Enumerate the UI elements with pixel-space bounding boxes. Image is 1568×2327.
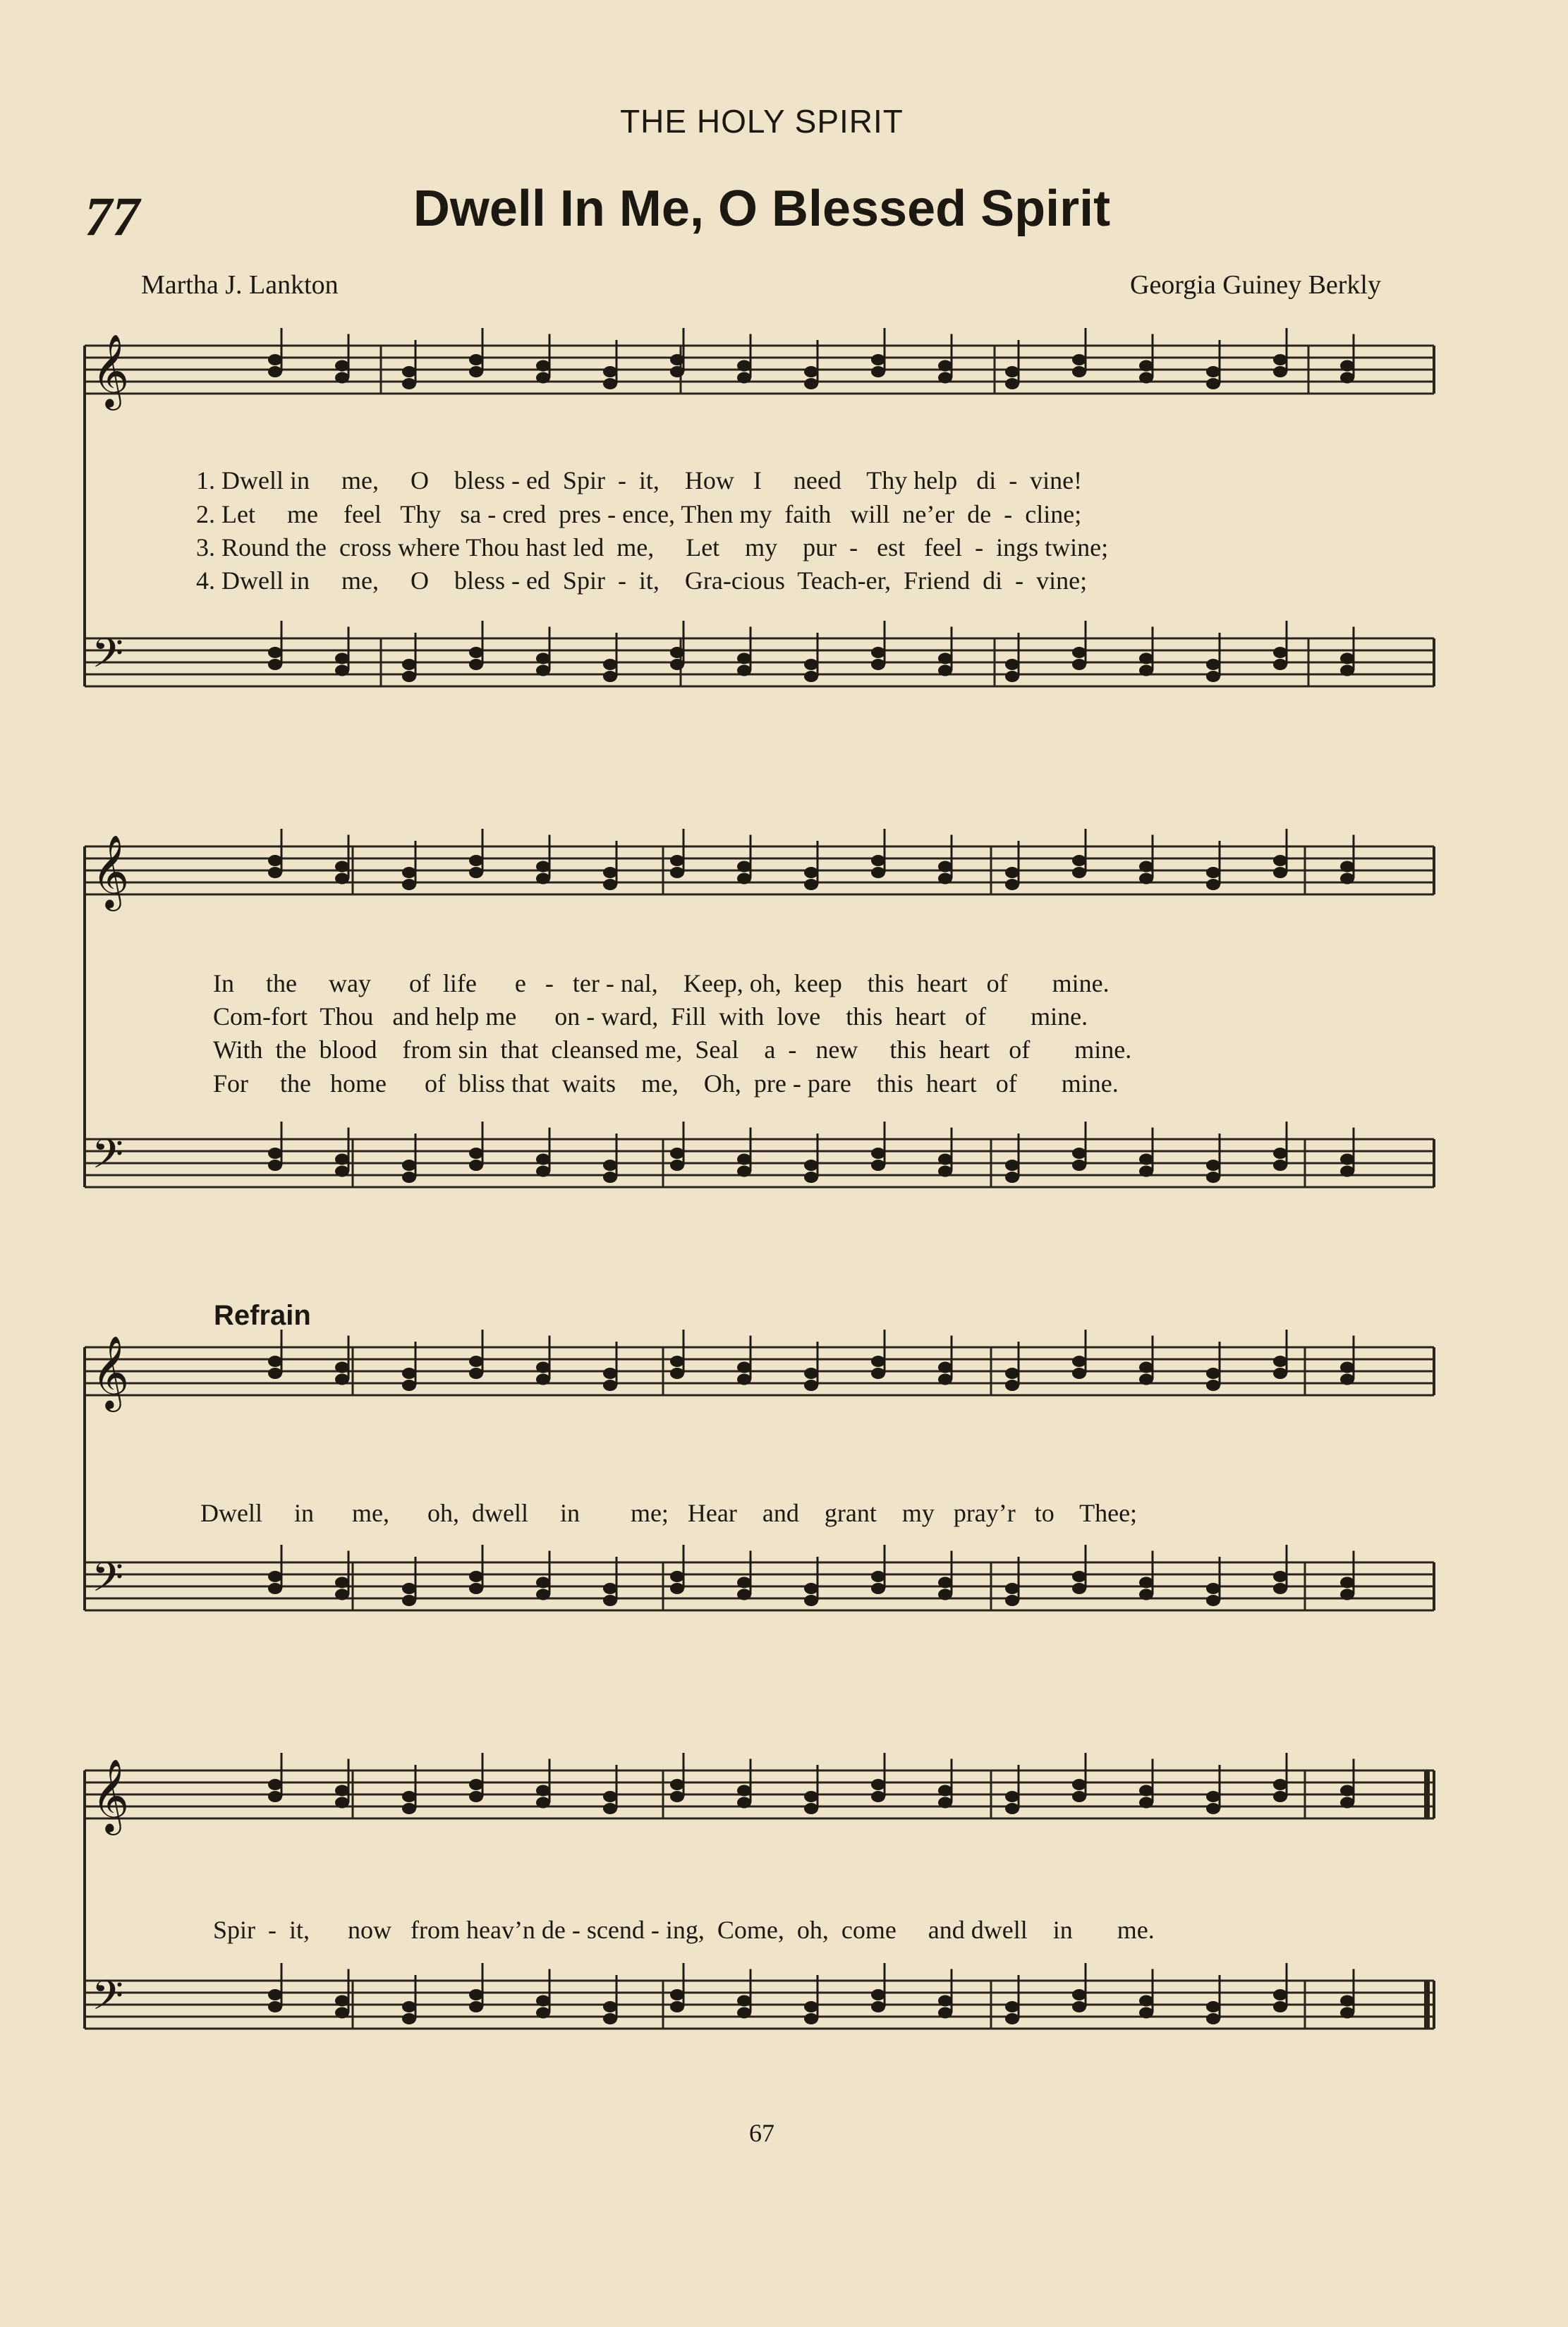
treble-note (938, 1362, 952, 1373)
treble-note (1139, 372, 1153, 384)
bass-note (1340, 1166, 1354, 1177)
bass-note (335, 665, 349, 676)
treble-note (670, 1779, 684, 1790)
refrain-line: Spir - it, now from heav’n de - scend - ing, Come, oh, come and dwell in me. (213, 1916, 1155, 1944)
bass-note (469, 1148, 483, 1159)
bass-note (536, 1154, 550, 1165)
bass-note (1340, 653, 1354, 664)
treble-note (603, 1803, 617, 1814)
treble-note (1072, 867, 1086, 878)
treble-note (737, 873, 751, 885)
bass-note (469, 1583, 483, 1594)
treble-note (938, 861, 952, 873)
bass-note (871, 1160, 885, 1171)
treble-note (1072, 1779, 1086, 1790)
treble-note (1139, 1797, 1153, 1809)
bass-note (938, 653, 952, 664)
bass-note (871, 1989, 885, 2000)
treble-note (1273, 1356, 1287, 1367)
treble-note (737, 372, 751, 384)
treble-note (335, 1374, 349, 1385)
bass-note (670, 1583, 684, 1594)
treble-note (268, 1791, 282, 1802)
bass-note (804, 671, 818, 682)
treble-note (402, 1791, 416, 1802)
bass-note (603, 2001, 617, 2012)
treble-note (938, 1374, 952, 1385)
bass-note (335, 1154, 349, 1165)
treble-note (268, 354, 282, 365)
bass-note (1005, 1160, 1019, 1171)
bass-note (1139, 1166, 1153, 1177)
treble-note (402, 366, 416, 377)
bass-note (469, 659, 483, 670)
bass-note (268, 659, 282, 670)
treble-note (603, 378, 617, 389)
bass-note (1206, 2013, 1220, 2024)
treble-note (603, 366, 617, 377)
treble-note (536, 360, 550, 372)
treble-note (670, 1356, 684, 1367)
treble-note (737, 1374, 751, 1385)
treble-note (1273, 1779, 1287, 1790)
bass-note (536, 1995, 550, 2007)
bass-note (804, 1583, 818, 1594)
bass-note (536, 665, 550, 676)
bass-note (536, 1166, 550, 1177)
bass-note (1139, 665, 1153, 676)
bass-note (737, 1577, 751, 1588)
treble-note (1005, 378, 1019, 389)
treble-clef-icon: 𝄞 (92, 1335, 130, 1409)
bass-note (335, 653, 349, 664)
treble-note (938, 360, 952, 372)
treble-note (804, 378, 818, 389)
treble-note (1206, 867, 1220, 878)
bass-note (536, 653, 550, 664)
bass-note (1273, 647, 1287, 658)
bass-note (804, 2013, 818, 2024)
bass-note (1139, 1577, 1153, 1588)
treble-note (1139, 1362, 1153, 1373)
bass-note (603, 1583, 617, 1594)
treble-note (1005, 1380, 1019, 1391)
hymn-number: 77 (85, 186, 140, 247)
treble-note (1005, 1803, 1019, 1814)
bass-note (1072, 2001, 1086, 2012)
bass-note (335, 1166, 349, 1177)
treble-note (268, 867, 282, 878)
bass-note (335, 1577, 349, 1588)
treble-note (938, 1797, 952, 1809)
bass-note (871, 647, 885, 658)
treble-note (1139, 360, 1153, 372)
treble-note (603, 1368, 617, 1379)
treble-note (402, 1803, 416, 1814)
treble-note (737, 1785, 751, 1797)
treble-note (1072, 1368, 1086, 1379)
treble-note (268, 366, 282, 377)
treble-note (871, 1779, 885, 1790)
page-number: 67 (749, 2119, 774, 2147)
section-header: THE HOLY SPIRIT (620, 103, 904, 140)
treble-note (871, 867, 885, 878)
bass-note (737, 1589, 751, 1600)
bass-note (1273, 1160, 1287, 1171)
bass-note (1139, 2007, 1153, 2019)
treble-note (469, 867, 483, 878)
bass-note (737, 2007, 751, 2019)
treble-note (603, 879, 617, 890)
treble-note (268, 1368, 282, 1379)
bass-note (335, 2007, 349, 2019)
bass-note (938, 665, 952, 676)
bass-clef-icon: 𝄢 (92, 629, 124, 687)
treble-note (335, 372, 349, 384)
treble-note (402, 1380, 416, 1391)
treble-note (536, 873, 550, 885)
bass-note (938, 1154, 952, 1165)
treble-note (1139, 861, 1153, 873)
treble-clef-icon: 𝄞 (92, 334, 130, 408)
bass-note (1340, 1995, 1354, 2007)
treble-note (1206, 1791, 1220, 1802)
bass-note (335, 1589, 349, 1600)
bass-note (670, 2001, 684, 2012)
verse-line: For the home of bliss that waits me, Oh, pre - pare this heart of mine. (213, 1069, 1119, 1098)
bass-note (737, 1995, 751, 2007)
treble-note (938, 1785, 952, 1797)
treble-note (603, 867, 617, 878)
treble-note (1139, 873, 1153, 885)
bass-note (737, 1166, 751, 1177)
bass-note (1273, 1571, 1287, 1582)
treble-note (268, 855, 282, 866)
bass-note (469, 1571, 483, 1582)
bass-note (402, 2013, 416, 2024)
treble-note (1005, 366, 1019, 377)
treble-note (1005, 867, 1019, 878)
bass-note (1340, 1154, 1354, 1165)
treble-note (1340, 360, 1354, 372)
bass-note (402, 1583, 416, 1594)
bass-note (804, 659, 818, 670)
bass-note (804, 1160, 818, 1171)
treble-note (804, 366, 818, 377)
treble-note (804, 879, 818, 890)
treble-clef-icon: 𝄞 (92, 834, 130, 909)
treble-note (335, 360, 349, 372)
treble-note (1072, 1356, 1086, 1367)
treble-note (335, 861, 349, 873)
verse-line: 4. Dwell in me, O bless - ed Spir - it, Gra-cious Teach-er, Friend di - vine; (196, 566, 1088, 595)
bass-note (670, 647, 684, 658)
bass-note (469, 2001, 483, 2012)
bass-note (536, 2007, 550, 2019)
treble-note (469, 366, 483, 377)
bass-note (1273, 1989, 1287, 2000)
treble-note (1206, 1380, 1220, 1391)
treble-note (938, 372, 952, 384)
bass-note (402, 671, 416, 682)
treble-note (1340, 1785, 1354, 1797)
treble-note (737, 861, 751, 873)
bass-note (268, 1583, 282, 1594)
composer-credit: Georgia Guiney Berkly (1130, 270, 1381, 300)
treble-note (1072, 354, 1086, 365)
bass-note (1005, 1172, 1019, 1183)
treble-note (1206, 378, 1220, 389)
treble-note (469, 1368, 483, 1379)
refrain-label: Refrain (214, 1300, 311, 1331)
bass-note (670, 1160, 684, 1171)
bass-note (938, 2007, 952, 2019)
treble-note (1340, 372, 1354, 384)
bass-note (670, 1989, 684, 2000)
bass-note (603, 1172, 617, 1183)
bass-note (1139, 1154, 1153, 1165)
treble-note (469, 354, 483, 365)
bass-note (1206, 1160, 1220, 1171)
bass-note (871, 1583, 885, 1594)
treble-note (1340, 1362, 1354, 1373)
bass-note (469, 647, 483, 658)
bass-note (536, 1589, 550, 1600)
treble-note (469, 855, 483, 866)
bass-note (268, 1148, 282, 1159)
bass-note (1139, 1589, 1153, 1600)
bass-note (1340, 1577, 1354, 1588)
treble-note (1340, 873, 1354, 885)
bass-note (1273, 1148, 1287, 1159)
treble-note (871, 1356, 885, 1367)
bass-note (268, 1571, 282, 1582)
bass-note (1072, 659, 1086, 670)
bass-note (603, 2013, 617, 2024)
treble-note (268, 1356, 282, 1367)
bass-note (804, 1172, 818, 1183)
treble-note (536, 1362, 550, 1373)
bass-note (1206, 1172, 1220, 1183)
bass-note (1005, 1595, 1019, 1606)
bass-note (1273, 659, 1287, 670)
treble-note (402, 879, 416, 890)
bass-note (871, 1571, 885, 1582)
bass-note (737, 1154, 751, 1165)
treble-note (1340, 1797, 1354, 1809)
treble-note (536, 1785, 550, 1797)
bass-note (1072, 1160, 1086, 1171)
verse-line: 3. Round the cross where Thou hast led me, Let my pur - est feel - ings twine; (196, 533, 1109, 561)
bass-note (1139, 653, 1153, 664)
bass-note (603, 1595, 617, 1606)
treble-note (804, 1791, 818, 1802)
treble-note (670, 1791, 684, 1802)
bass-note (1340, 1589, 1354, 1600)
bass-note (1340, 2007, 1354, 2019)
bass-note (1072, 1148, 1086, 1159)
treble-note (1139, 1374, 1153, 1385)
treble-note (536, 372, 550, 384)
treble-note (1206, 879, 1220, 890)
bass-note (938, 1589, 952, 1600)
bass-note (1340, 665, 1354, 676)
bass-note (268, 1160, 282, 1171)
treble-note (469, 1779, 483, 1790)
treble-note (670, 1368, 684, 1379)
bass-clef-icon: 𝄢 (92, 1553, 124, 1611)
lyricist-credit: Martha J. Lankton (141, 270, 339, 300)
bass-note (871, 659, 885, 670)
treble-note (1273, 855, 1287, 866)
treble-note (737, 360, 751, 372)
treble-note (469, 1356, 483, 1367)
verse-line: In the way of life e - ter - nal, Keep, oh, keep this heart of mine. (213, 969, 1110, 997)
bass-note (1273, 1583, 1287, 1594)
treble-note (469, 1791, 483, 1802)
bass-note (1206, 1595, 1220, 1606)
bass-note (737, 653, 751, 664)
treble-note (1340, 1374, 1354, 1385)
treble-note (804, 1803, 818, 1814)
treble-note (402, 1368, 416, 1379)
treble-note (1072, 366, 1086, 377)
bass-note (469, 1989, 483, 2000)
treble-note (603, 1380, 617, 1391)
treble-note (335, 873, 349, 885)
bass-note (1072, 1989, 1086, 2000)
bass-note (804, 1595, 818, 1606)
treble-note (1273, 354, 1287, 365)
bass-note (402, 1160, 416, 1171)
treble-note (536, 861, 550, 873)
treble-note (1005, 879, 1019, 890)
treble-note (670, 354, 684, 365)
verse-line: With the blood from sin that cleansed me, Seal a - new this heart of mine. (213, 1035, 1132, 1064)
treble-note (1273, 1368, 1287, 1379)
bass-note (938, 1166, 952, 1177)
treble-note (1072, 855, 1086, 866)
bass-note (670, 1571, 684, 1582)
treble-note (402, 867, 416, 878)
bass-clef-icon: 𝄢 (92, 1130, 124, 1188)
treble-note (871, 366, 885, 377)
treble-note (1005, 1791, 1019, 1802)
bass-note (871, 1148, 885, 1159)
bass-note (1005, 2013, 1019, 2024)
treble-note (871, 855, 885, 866)
bass-note (402, 1595, 416, 1606)
treble-note (1206, 366, 1220, 377)
treble-note (804, 867, 818, 878)
treble-note (871, 1368, 885, 1379)
bass-note (536, 1577, 550, 1588)
treble-note (335, 1785, 349, 1797)
verse-line: 2. Let me feel Thy sa - cred pres - ence, Then my faith will ne’er de - cline; (196, 500, 1082, 528)
bass-note (268, 647, 282, 658)
treble-note (1005, 1368, 1019, 1379)
verse-line: Com-fort Thou and help me on - ward, Fill with love this heart of mine. (213, 1002, 1088, 1031)
bass-note (1072, 647, 1086, 658)
bass-note (1005, 671, 1019, 682)
treble-note (335, 1797, 349, 1809)
treble-note (670, 855, 684, 866)
bass-note (1005, 659, 1019, 670)
treble-note (938, 873, 952, 885)
bass-note (1206, 2001, 1220, 2012)
bass-note (938, 1577, 952, 1588)
treble-note (1340, 861, 1354, 873)
bass-note (1273, 2001, 1287, 2012)
treble-note (1273, 867, 1287, 878)
bass-note (335, 1995, 349, 2007)
bass-note (1072, 1571, 1086, 1582)
treble-note (1206, 1368, 1220, 1379)
treble-note (603, 1791, 617, 1802)
treble-note (737, 1362, 751, 1373)
bass-note (871, 2001, 885, 2012)
bass-note (402, 2001, 416, 2012)
treble-note (268, 1779, 282, 1790)
treble-note (871, 1791, 885, 1802)
treble-note (536, 1374, 550, 1385)
treble-note (1273, 366, 1287, 377)
bass-note (268, 1989, 282, 2000)
bass-note (268, 2001, 282, 2012)
treble-note (335, 1362, 349, 1373)
bass-note (603, 671, 617, 682)
treble-note (1206, 1803, 1220, 1814)
bass-note (737, 665, 751, 676)
bass-note (1005, 2001, 1019, 2012)
bass-note (1206, 659, 1220, 670)
refrain-line: Dwell in me, oh, dwell in me; Hear and grant my pray’r to Thee; (200, 1499, 1138, 1527)
treble-note (1139, 1785, 1153, 1797)
treble-note (402, 378, 416, 389)
bass-note (469, 1160, 483, 1171)
bass-note (1206, 1583, 1220, 1594)
bass-note (1206, 671, 1220, 682)
bass-note (1072, 1583, 1086, 1594)
bass-note (402, 1172, 416, 1183)
treble-note (670, 366, 684, 377)
bass-note (670, 1148, 684, 1159)
treble-note (737, 1797, 751, 1809)
bass-note (603, 659, 617, 670)
verse-line: 1. Dwell in me, O bless - ed Spir - it, How I need Thy help di - vine! (196, 466, 1083, 494)
bass-note (938, 1995, 952, 2007)
treble-note (1072, 1791, 1086, 1802)
treble-note (871, 354, 885, 365)
treble-note (1273, 1791, 1287, 1802)
treble-note (804, 1380, 818, 1391)
treble-note (536, 1797, 550, 1809)
treble-note (804, 1368, 818, 1379)
bass-note (670, 659, 684, 670)
bass-clef-icon: 𝄢 (92, 1971, 124, 2029)
bass-note (1139, 1995, 1153, 2007)
bass-note (1005, 1583, 1019, 1594)
treble-note (670, 867, 684, 878)
bass-note (804, 2001, 818, 2012)
bass-note (402, 659, 416, 670)
hymn-title: Dwell In Me, O Blessed Spirit (413, 181, 1111, 237)
bass-note (603, 1160, 617, 1171)
treble-clef-icon: 𝄞 (92, 1758, 130, 1833)
